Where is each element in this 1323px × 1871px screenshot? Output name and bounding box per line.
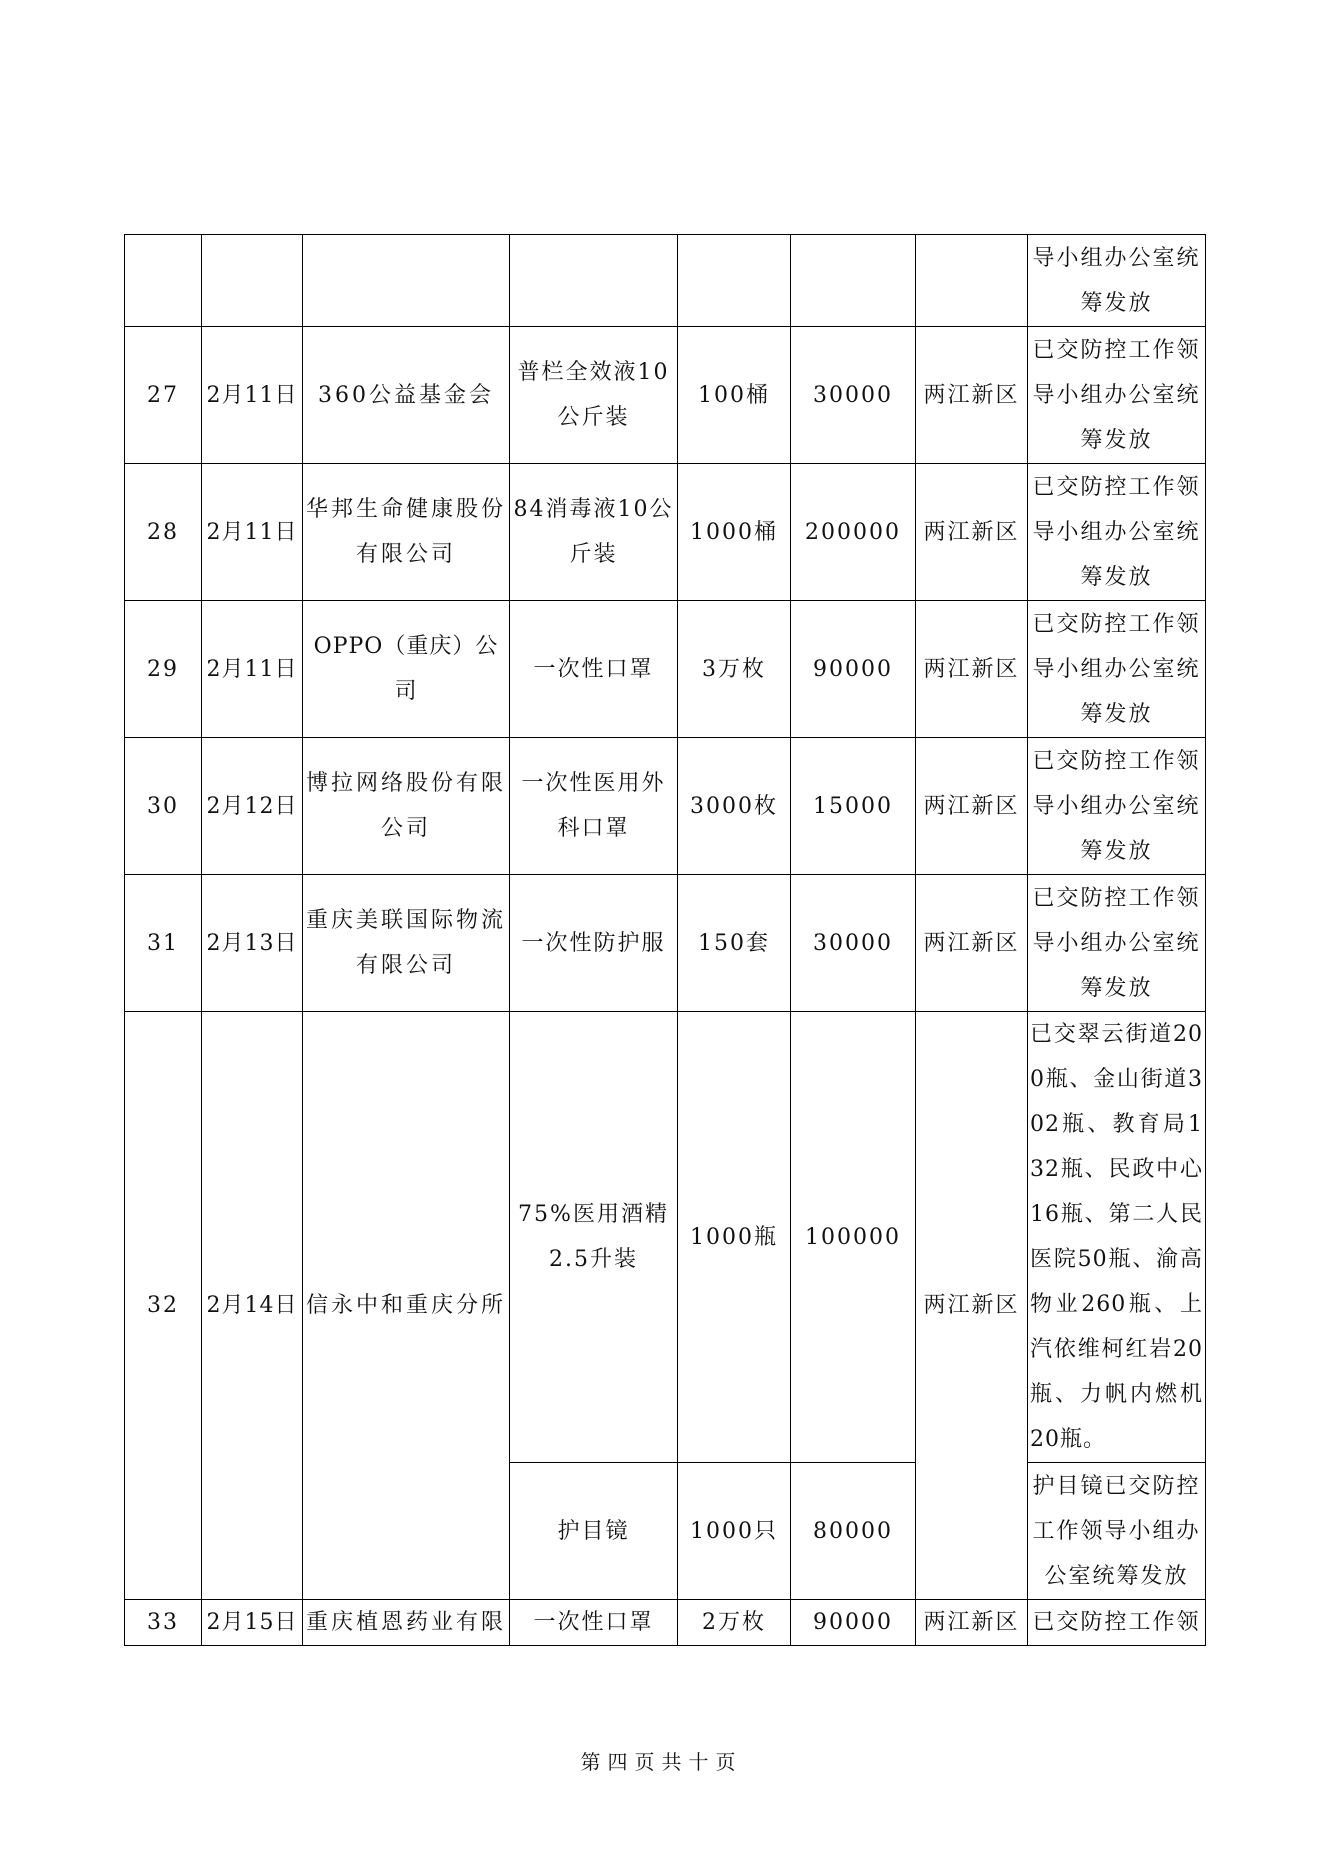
no-cell: 27 bbox=[125, 327, 202, 464]
page-number: 第四页共十页 bbox=[580, 1750, 743, 1774]
note-cell: 已交防控工作领导小组办公室统筹发放 bbox=[1028, 601, 1206, 738]
no-cell bbox=[125, 235, 202, 327]
table-row bbox=[125, 464, 1206, 601]
item-cell: 一次性防护服 bbox=[510, 875, 678, 1012]
item-cell: 护目镜 bbox=[510, 1463, 678, 1600]
note-cell: 已交防控工作领 bbox=[1028, 1600, 1206, 1646]
table-row bbox=[125, 1012, 1206, 1463]
table-row bbox=[125, 875, 1206, 1012]
area-cell: 两江新区 bbox=[916, 1012, 1028, 1600]
value-cell: 15000 bbox=[791, 738, 916, 875]
qty-cell: 1000只 bbox=[678, 1463, 791, 1600]
note-cell: 护目镜已交防控工作领导小组办公室统筹发放 bbox=[1028, 1463, 1206, 1600]
item-cell: 一次性口罩 bbox=[510, 601, 678, 738]
no-cell: 32 bbox=[125, 1012, 202, 1600]
date-cell: 2月14日 bbox=[202, 1012, 303, 1600]
qty-cell: 100桶 bbox=[678, 327, 791, 464]
no-cell: 30 bbox=[125, 738, 202, 875]
donor-cell: 重庆植恩药业有限 bbox=[303, 1600, 510, 1646]
date-cell: 2月11日 bbox=[202, 464, 303, 601]
area-cell bbox=[916, 235, 1028, 327]
value-cell: 80000 bbox=[791, 1463, 916, 1600]
area-cell: 两江新区 bbox=[916, 1600, 1028, 1646]
no-cell: 29 bbox=[125, 601, 202, 738]
area-cell: 两江新区 bbox=[916, 327, 1028, 464]
area-cell: 两江新区 bbox=[916, 738, 1028, 875]
date-cell: 2月11日 bbox=[202, 327, 303, 464]
date-cell: 2月12日 bbox=[202, 738, 303, 875]
item-cell: 84消毒液10公斤装 bbox=[510, 464, 678, 601]
item-cell: 一次性口罩 bbox=[510, 1600, 678, 1646]
value-cell: 200000 bbox=[791, 464, 916, 601]
donor-cell: OPPO（重庆）公司 bbox=[303, 601, 510, 738]
note-cell: 已交翠云街道200瓶、金山街道302瓶、教育局132瓶、民政中心16瓶、第二人民医院50瓶、渝高物业260瓶、上汽依维柯红岩20瓶、力帆内燃机20瓶。 bbox=[1028, 1012, 1206, 1463]
donor-cell: 华邦生命健康股份有限公司 bbox=[303, 464, 510, 601]
no-cell: 31 bbox=[125, 875, 202, 1012]
qty-cell: 150套 bbox=[678, 875, 791, 1012]
donation-table bbox=[124, 234, 1206, 1646]
note-cell: 导小组办公室统筹发放 bbox=[1028, 235, 1206, 327]
value-cell: 90000 bbox=[791, 1600, 916, 1646]
area-cell: 两江新区 bbox=[916, 464, 1028, 601]
value-cell: 30000 bbox=[791, 875, 916, 1012]
item-cell bbox=[510, 235, 678, 327]
table-row bbox=[125, 327, 1206, 464]
qty-cell: 1000瓶 bbox=[678, 1012, 791, 1463]
area-cell: 两江新区 bbox=[916, 601, 1028, 738]
table-row bbox=[125, 738, 1206, 875]
value-cell: 100000 bbox=[791, 1012, 916, 1463]
donor-cell: 博拉网络股份有限公司 bbox=[303, 738, 510, 875]
no-cell: 28 bbox=[125, 464, 202, 601]
table-row bbox=[125, 1600, 1206, 1646]
note-cell: 已交防控工作领导小组办公室统筹发放 bbox=[1028, 738, 1206, 875]
qty-cell: 1000桶 bbox=[678, 464, 791, 601]
area-cell: 两江新区 bbox=[916, 875, 1028, 1012]
value-cell bbox=[791, 235, 916, 327]
donor-cell: 重庆美联国际物流有限公司 bbox=[303, 875, 510, 1012]
qty-cell: 3万枚 bbox=[678, 601, 791, 738]
donor-cell: 信永中和重庆分所 bbox=[303, 1012, 510, 1600]
qty-cell: 2万枚 bbox=[678, 1600, 791, 1646]
donor-cell: 360公益基金会 bbox=[303, 327, 510, 464]
note-cell: 已交防控工作领导小组办公室统筹发放 bbox=[1028, 875, 1206, 1012]
value-cell: 90000 bbox=[791, 601, 916, 738]
table-row-continuation bbox=[125, 235, 1206, 327]
item-cell: 75%医用酒精2.5升装 bbox=[510, 1012, 678, 1463]
note-cell: 已交防控工作领导小组办公室统筹发放 bbox=[1028, 464, 1206, 601]
item-cell: 一次性医用外科口罩 bbox=[510, 738, 678, 875]
no-cell: 33 bbox=[125, 1600, 202, 1646]
date-cell: 2月15日 bbox=[202, 1600, 303, 1646]
qty-cell bbox=[678, 235, 791, 327]
donor-cell bbox=[303, 235, 510, 327]
item-cell: 普栏全效液10公斤装 bbox=[510, 327, 678, 464]
table-row bbox=[125, 601, 1206, 738]
date-cell: 2月11日 bbox=[202, 601, 303, 738]
date-cell bbox=[202, 235, 303, 327]
date-cell: 2月13日 bbox=[202, 875, 303, 1012]
value-cell: 30000 bbox=[791, 327, 916, 464]
qty-cell: 3000枚 bbox=[678, 738, 791, 875]
note-cell: 已交防控工作领导小组办公室统筹发放 bbox=[1028, 327, 1206, 464]
